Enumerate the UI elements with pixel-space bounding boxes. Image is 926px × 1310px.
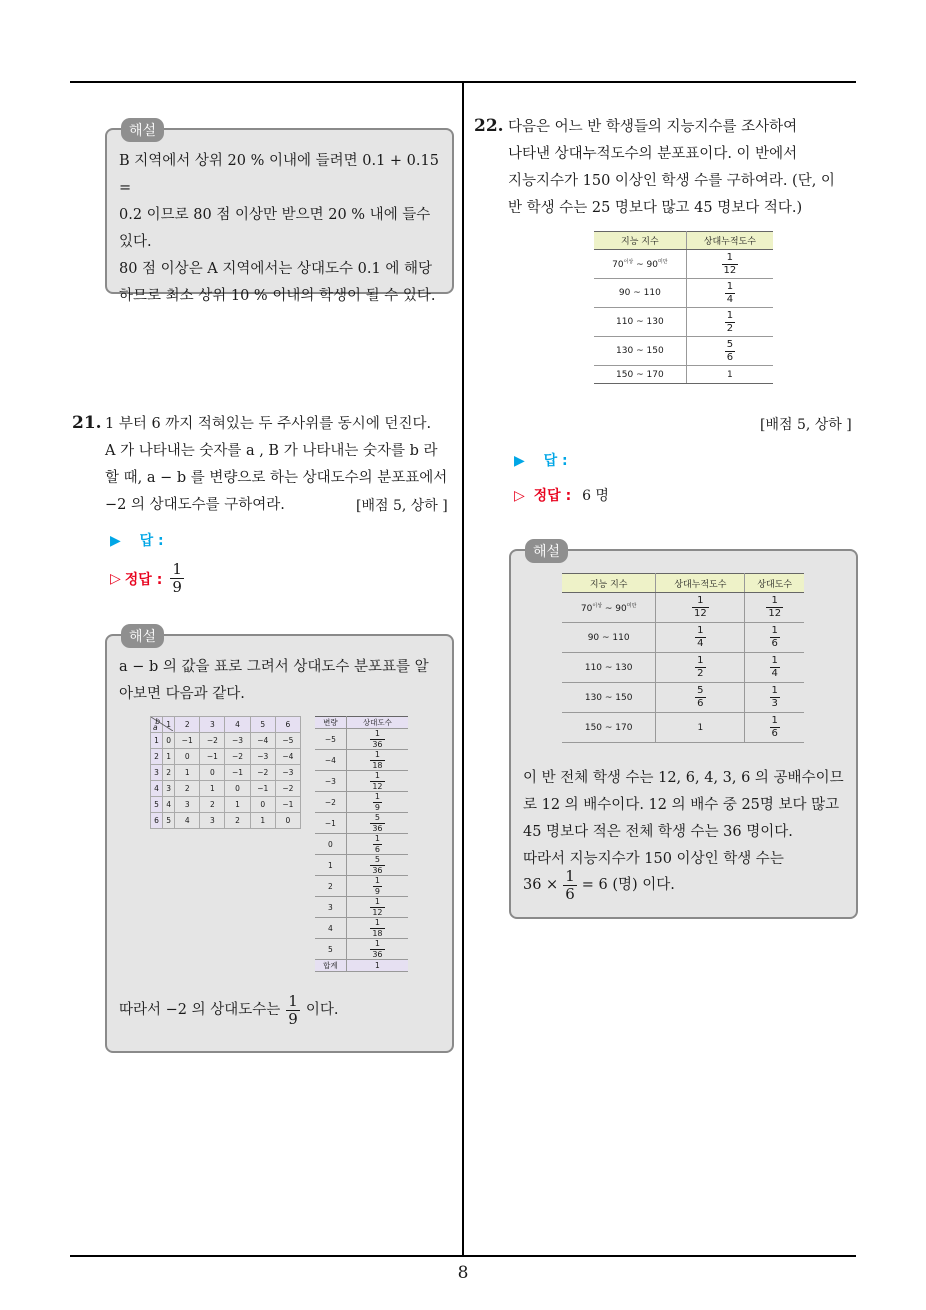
table-row: 3 2 1 0 −1 −2 −3	[151, 765, 301, 781]
column-divider	[462, 82, 464, 1257]
fraction: $\frac{1}{9}$	[374, 791, 380, 812]
range-cell: 110 ~ 130	[594, 308, 686, 337]
difference-table: a b 1 2 3 4 5 6 1 0 −1 −2 −3 −4 −5 2 1 0 −1 −2 −3 −4 3 2 1 0 −1 −2 −3 4 3 2 1 0 −1 −2 5 4 3 2 1 0 −1 6 5 4 3 2 1 0	[150, 716, 301, 829]
cumulative-frequency-table: 지능 지수 상대누적도수 $70^{이상}$ ~ $90^{미만}$ $\frac{1}{12}$ 90 ~ 110 $\frac{1}{4}$ 110 ~ 130 $\frac{1}{2}$ 130 ~ 150 $\frac{5}{6}$ 150 ~ 170 1	[594, 231, 773, 384]
table-row: 150 ~ 170 1	[594, 366, 773, 384]
table-row: 0 $\frac{1}{6}$	[315, 834, 408, 855]
answer-row	[514, 450, 568, 470]
corner-cell: a b	[151, 717, 163, 733]
bottom-rule	[70, 1255, 856, 1257]
question-number: 21.	[72, 413, 102, 433]
answer-row	[110, 530, 164, 550]
fraction: $\frac{1}{3}$	[771, 685, 778, 709]
text-line: 이 반 전체 학생 수는 12, 6, 4, 3, 6 의 공배수이므	[523, 770, 844, 786]
table-row: 5 $\frac{1}{36}$	[315, 939, 408, 960]
table-row: −3 $\frac{1}{12}$	[315, 771, 408, 792]
fraction: $\frac{1}{36}$	[372, 938, 383, 959]
relative-frequency-table: 변량 상대도수 −5 $\frac{1}{36}$ −4 $\frac{1}{18}$ −3 $\frac{1}{12}$ −2 $\frac{1}{9}$ −1 $\frac{5}{36}$ 0 $\frac{1}{6}$ 1 $\frac{5}{36}$ 2 $\frac{1}{9}$ 3 $\frac{1}{12}$ 4 $\frac{1}{18}$ 5 $\frac{1}{36}$ 합계 1	[315, 716, 408, 972]
text-line: B 지역에서 상위 20 % 이내에 들려면 0.1 + 0.15 =	[119, 153, 439, 196]
table-row: 2 $\frac{1}{9}$	[315, 876, 408, 897]
table-row	[562, 623, 804, 653]
table-row	[594, 279, 773, 308]
fraction: $\frac{1}{4}$	[697, 625, 704, 649]
correct-label: 정답 :	[533, 488, 572, 504]
fraction: $\frac{1}{2}$	[726, 309, 734, 334]
table-row: −1 $\frac{5}{36}$	[315, 813, 408, 834]
table-row: 6 5 4 3 2 1 0	[151, 813, 301, 829]
answer-label: 답 :	[139, 533, 164, 549]
range-cell: 150 ~ 170	[594, 366, 686, 384]
text-line: 반 학생 수는 25 명보다 많고 45 명보다 적다.)	[508, 200, 803, 216]
outline-triangle-icon: ▷	[110, 570, 121, 587]
table-row: −2 $\frac{1}{9}$	[315, 792, 408, 813]
table-row: 4 3 2 1 0 −1 −2	[151, 781, 301, 797]
fraction: $\frac{5}{36}$	[372, 812, 383, 833]
fraction: $\frac{1}{12}$	[693, 595, 707, 619]
text-line: 나타낸 상대누적도수의 분포표이다. 이 반에서	[508, 146, 798, 162]
fraction: $\frac{1}{36}$	[372, 728, 383, 749]
page-number: 8	[457, 1263, 469, 1283]
fraction: $\frac{1}{6}$	[771, 715, 778, 739]
text-line: 80 점 이상은 A 지역에서는 상대도수 0.1 에 해당	[119, 261, 432, 277]
solution-frequency-table: 지능 지수 상대누적도수 상대도수 $70^{이상}$ ~ $90^{미만}$ $\frac{1}{12}$ $\frac{1}{12}$ 90 ~ 110 $\frac{1}{4}$ $\frac{1}{6}$ 110 ~ 130 $\frac{1}{2}$ $\frac{1}{4}$ 130 ~ 150 $\frac{5}{6}$ $\frac{1}{3}$ 150 ~ 170 1 $\frac{1}{6}$	[562, 573, 804, 743]
explanation-box-1	[105, 123, 454, 304]
fraction: $\frac{1}{6}$	[771, 625, 778, 649]
text-line: 0.2 이므로 80 점 이상만 받으면 20 % 내에 들수	[119, 207, 431, 223]
text-line: 따라서 지능지수가 150 이상인 학생 수는	[523, 851, 784, 867]
range-cell: 90 ~ 110	[562, 623, 656, 653]
explanation-text	[119, 148, 449, 310]
text-line: 다음은 어느 반 학생들의 지능지수를 조사하여	[508, 119, 798, 135]
table-row	[594, 308, 773, 337]
explanation-tag: 해설	[121, 624, 164, 648]
explanation-text	[523, 765, 853, 873]
text-line: −2 의 상대도수를 구하여라.	[105, 497, 285, 513]
text-line: 할 때, a − b 를 변량으로 하는 상대도수의 분포표에서	[105, 470, 448, 486]
table-row: −5 $\frac{1}{36}$	[315, 729, 408, 750]
range-cell: 90 ~ 110	[594, 279, 686, 308]
table-row: 2 1 0 −1 −2 −3 −4	[151, 749, 301, 765]
fraction: $\frac{1}{12}$	[372, 896, 383, 917]
table-row	[562, 593, 804, 623]
range-cell: $70^{이상}$ ~ $90^{미만}$	[562, 593, 656, 623]
text-line: 지능지수가 150 이상인 학생 수를 구하여라. (단, 이	[508, 173, 835, 189]
points-label: [배점 5, 상하 ]	[760, 417, 852, 433]
range-cell: 110 ~ 130	[562, 653, 656, 683]
fraction: $\frac{1}{4}$	[726, 280, 734, 305]
fraction: $\frac{1}{2}$	[697, 655, 704, 679]
final-expression: 36 × $\frac{1}{6}$ = 6 (명) 이다.	[523, 867, 675, 903]
fraction: $\frac{1}{12}$	[723, 251, 737, 276]
answer-label: 답 :	[543, 453, 568, 469]
fraction: $\frac{1}{18}$	[372, 749, 383, 770]
table-row: 5 4 3 2 1 0 −1	[151, 797, 301, 813]
conclusion: 따라서 −2 의 상대도수는 $\frac{1}{9}$ 이다.	[119, 992, 339, 1028]
correct-answer-row	[514, 485, 609, 505]
question-text	[508, 114, 858, 222]
fraction: $\frac{5}{6}$	[697, 685, 704, 709]
text-line: A 가 나타내는 숫자를 a , B 가 나타내는 숫자를 b 라	[105, 443, 438, 459]
fraction: $\frac{5}{36}$	[372, 854, 383, 875]
text-line: 1 부터 6 까지 적혀있는 두 주사위를 동시에 던진다.	[105, 416, 432, 432]
points-label: [배점 5, 상하 ]	[356, 498, 448, 514]
fraction: $\frac{1}{9}$	[374, 875, 380, 896]
fraction: $\frac{1}{12}$	[768, 595, 782, 619]
range-cell: 150 ~ 170	[562, 713, 656, 743]
correct-label: 정답 :	[124, 571, 163, 588]
fraction: $\frac{1}{6}$	[374, 833, 380, 854]
text-line: a − b 의 값을 표로 그려서 상대도수 분포표를 알	[119, 659, 429, 675]
question-number: 22.	[474, 116, 504, 136]
range-cell: $70^{이상}$ ~ $90^{미만}$	[594, 250, 686, 279]
text-line: 45 명보다 적은 전체 학생 수는 36 명이다.	[523, 824, 793, 840]
fraction: $\frac{1}{4}$	[771, 655, 778, 679]
correct-fraction: $\frac{1}{9}$	[172, 560, 182, 596]
text-line: 있다.	[119, 234, 152, 250]
table-row: 3 $\frac{1}{12}$	[315, 897, 408, 918]
fraction: $\frac{1}{18}$	[372, 917, 383, 938]
fraction: $\frac{1}{12}$	[372, 770, 383, 791]
correct-value: 6 명	[582, 488, 609, 504]
text-line: 하므로 최소 상위 10 % 이내의 학생이 될 수 있다.	[119, 288, 436, 304]
play-icon: ▶	[514, 453, 525, 469]
table-row	[594, 337, 773, 366]
table-row: 1 $\frac{5}{36}$	[315, 855, 408, 876]
text-line: 로 12 의 배수이다. 12 의 배수 중 25명 보다 많고	[523, 797, 840, 813]
correct-answer-row	[110, 562, 184, 595]
table-row: 150 ~ 170 1 $\frac{1}{6}$	[562, 713, 804, 743]
outline-triangle-icon: ▷	[514, 488, 525, 504]
table-row	[562, 683, 804, 713]
explanation-tag: 해설	[525, 539, 568, 563]
fraction: $\frac{5}{6}$	[726, 338, 734, 363]
table-row	[562, 653, 804, 683]
play-icon: ▶	[110, 533, 121, 549]
table-row: −4 $\frac{1}{18}$	[315, 750, 408, 771]
range-cell: 130 ~ 150	[562, 683, 656, 713]
table-row	[594, 250, 773, 279]
table-row: 4 $\frac{1}{18}$	[315, 918, 408, 939]
sum-row: 합계 1	[315, 960, 408, 972]
table-row: 1 0 −1 −2 −3 −4 −5	[151, 733, 301, 749]
range-cell: 130 ~ 150	[594, 337, 686, 366]
explanation-text	[119, 654, 449, 708]
explanation-tag: 해설	[121, 118, 164, 142]
text-line: 아보면 다음과 같다.	[119, 686, 245, 702]
